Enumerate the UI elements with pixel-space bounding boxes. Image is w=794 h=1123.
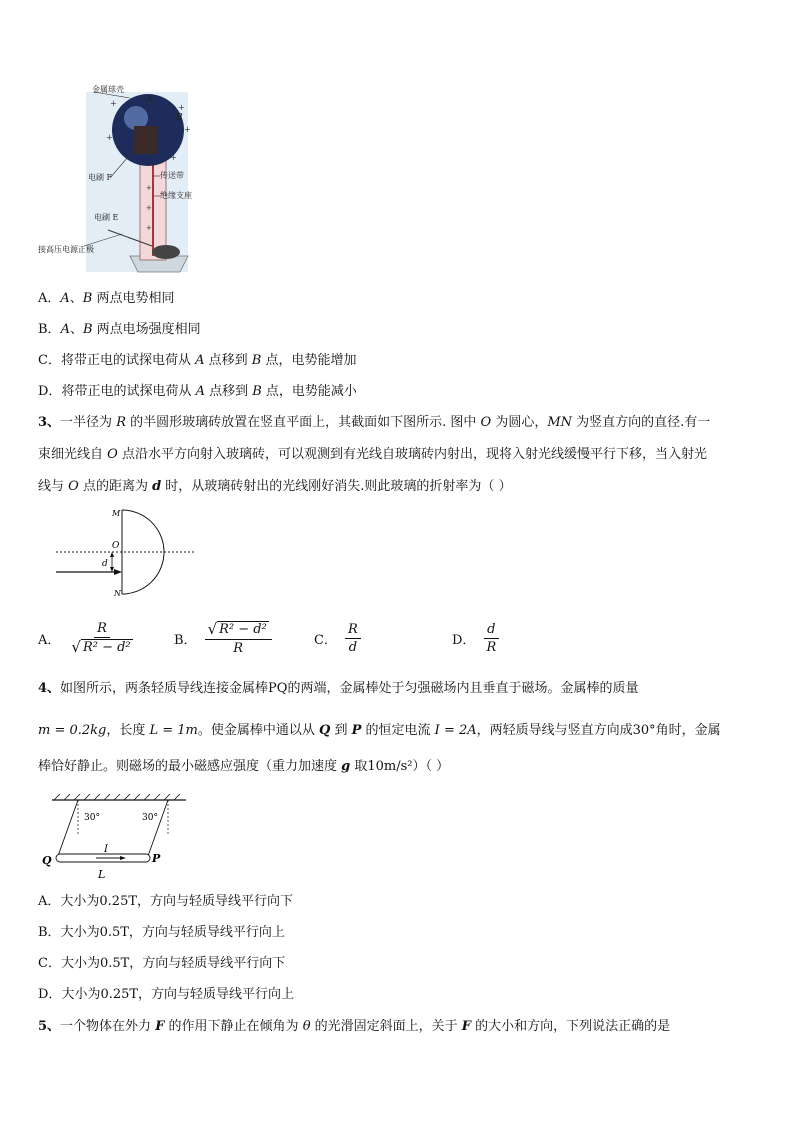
label-brush-e: 电刷 E [94, 213, 119, 222]
label-p: P [152, 852, 161, 865]
svg-text:+: + [146, 204, 152, 212]
svg-text:+: + [106, 133, 113, 142]
q3-figure [56, 506, 206, 602]
q2-option-d: D．将带正电的试探电荷从 A 点移到 B 点，电势能减小 [38, 384, 357, 399]
q4-option-d: D．大小为0.25T，方向与轻质导线平行向上 [38, 987, 295, 1002]
label-o: O [112, 541, 120, 551]
svg-text:+: + [184, 125, 191, 134]
q4-line-1: 4、如图所示，两条轻质导线连接金属棒PQ的两端，金属棒处于匀强磁场内且垂直于磁场。金属棒的质量 [38, 681, 639, 696]
label-q: Q [42, 854, 52, 867]
q3-options [38, 616, 758, 660]
q4-figure [38, 794, 194, 880]
q2-option-a: A．A、B 两点电势相同 [38, 291, 175, 306]
label-point-b: B [176, 113, 183, 123]
q3-line-2: 束细光线自 O 点沿水平方向射入玻璃砖，可以观测到有光线自玻璃砖内射出，现将入射光线缓慢平行下移，当入射光 [38, 447, 707, 462]
label-n: N [114, 589, 121, 598]
q3-line-3: 线与 O 点的距离为 d 时，从玻璃砖射出的光线刚好消失.则此玻璃的折射率为（ ） [38, 479, 512, 494]
generator-figure [38, 80, 198, 276]
label-d: d [102, 559, 108, 569]
q4-option-a: A．大小为0.25T，方向与轻质导线平行向下 [38, 894, 294, 909]
label-shell: 金属球壳 [92, 85, 124, 94]
label-m: M [112, 509, 121, 518]
q3-line-1: 3、一半径为 R 的半圆形玻璃砖放置在竖直平面上，其截面如下图所示. 图中 O 为圆心，MN 为竖直方向的直径.有一 [38, 415, 711, 430]
q4-option-b: B．大小为0.5T，方向与轻质导线平行向上 [38, 925, 285, 940]
svg-text:+: + [146, 224, 152, 232]
q3-option-d: D． $\frac{d}{R}$ [452, 616, 499, 660]
svg-text:+: + [146, 184, 152, 192]
q4-line-2: m = 0.2kg，长度 L = 1m。使金属棒中通以从 Q 到 P 的恒定电流 I = 2A，两轻质导线与竖直方向成30°角时，金属 [38, 723, 721, 738]
label-power: 接高压电源正极 [38, 245, 94, 254]
label-i: I [104, 844, 108, 855]
q2-option-c: C．将带正电的试探电荷从 A 点移到 B 点，电势能增加 [38, 353, 357, 368]
q2-option-b: B．A、B 两点电场强度相同 [38, 322, 201, 337]
label-support: 绝缘支座 [160, 191, 192, 200]
label-belt: 传送带 [160, 171, 184, 180]
q3-option-b: B． √ R² − d² R [174, 616, 272, 660]
q4-line-3: 棒恰好静止。则磁场的最小磁感应强度（重力加速度 g 取10m/s²）（ ） [38, 759, 450, 774]
label-point-a: A [146, 95, 153, 105]
q4-option-c: C．大小为0.5T，方向与轻质导线平行向下 [38, 956, 286, 971]
svg-text:+: + [110, 99, 117, 108]
q3-option-a: A． R √ R² − d² [38, 620, 131, 656]
label-brush-f: 电刷 F [88, 173, 113, 182]
svg-text:+: + [170, 153, 177, 162]
label-l: L [98, 868, 106, 880]
label-angle-left: 30° [84, 813, 100, 823]
label-angle-right: 30° [142, 813, 158, 823]
svg-text:+: + [178, 103, 185, 112]
q5-line-1: 5、一个物体在外力 F 的作用下静止在倾角为 θ 的光滑固定斜面上，关于 F 的大小和方向，下列说法正确的是 [38, 1019, 671, 1034]
q3-option-c: C． $\frac{R}{d}$ [314, 616, 361, 660]
